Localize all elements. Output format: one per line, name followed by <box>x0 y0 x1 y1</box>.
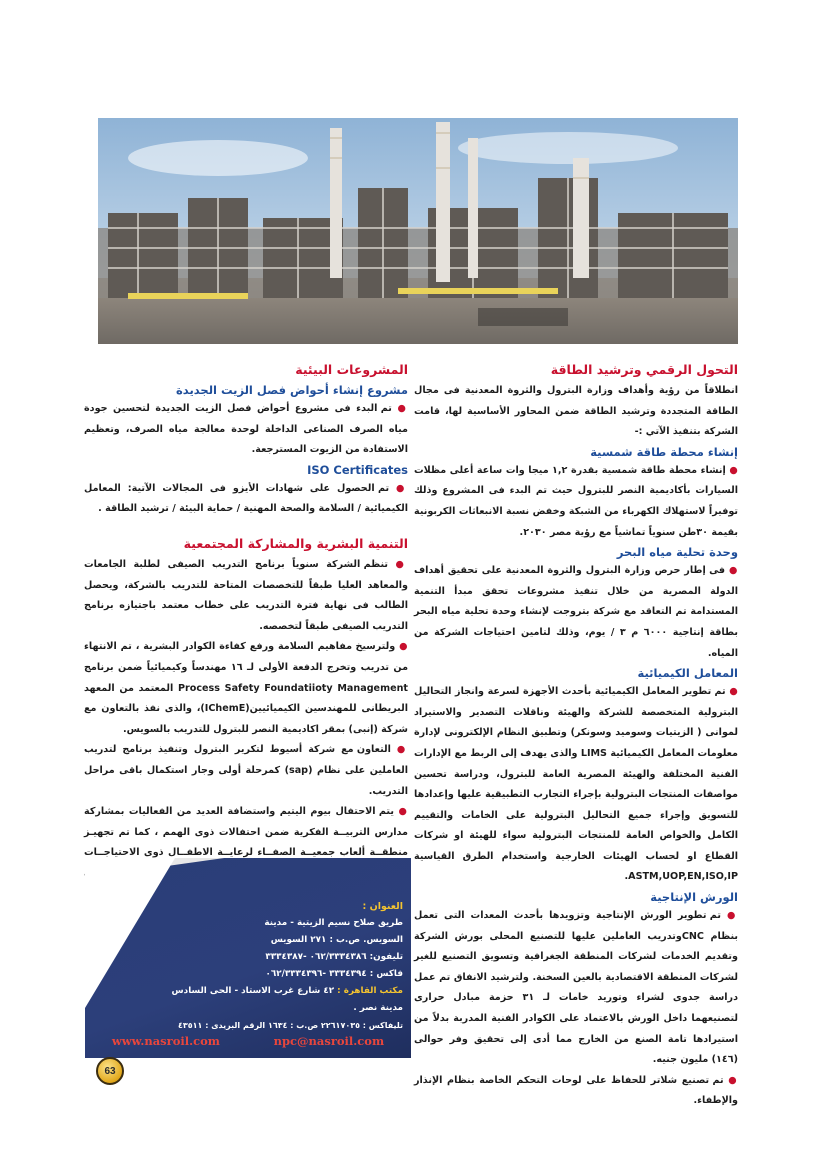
hr-text-1: تنظم الشركة سنوياً برنامج التدريب الصيفى لطلبة الجامعات والمعاهد العليا طبقاً للتخصصات المتاحة للتدريب بالشركة، ويحصل الطالب فى نهاية فترة التدريب على خطاب معتمد باجتيازه برنامج التدريب الصيفى طبقاً لتخصصه. <box>84 558 408 632</box>
hr-heading: التنمية البشرية والمشاركة المجتمعية <box>183 535 408 551</box>
solar-text: إنشاء محطة طاقة شمسية بقدرة ١,٢ ميجا وات ساعة أعلى مظلات السيارات بأكاديمية النصر للبترول حيث تم البدء فى المشروع وذلك توفيراً لاستهلاك الكهرباء من الشبكة وخفض نسبة الانبعاثات الكربونية بقيمة ٣٠طن سنوياً تماشياً مع رؤية مصر ٢٠٣٠. <box>414 464 738 538</box>
bullet-icon: ● <box>391 403 409 414</box>
hr-paragraph-2 <box>84 637 408 740</box>
refinery-photo <box>98 118 738 344</box>
web-links <box>85 1034 411 1048</box>
bullet-icon: ● <box>725 464 738 476</box>
subheading-solar: إنشاء محطة طاقة شمسية <box>590 444 738 459</box>
bullet-icon: ● <box>395 641 408 653</box>
email-link[interactable]: npc@nasroil.com <box>273 1034 385 1048</box>
address-line-2: السويس. ص.ب : ٢٧١ السويس <box>270 935 403 945</box>
left-column <box>84 360 408 905</box>
env-subheading: مشروع إنشاء أحواض فصل الزيت الجديدة <box>176 383 408 397</box>
workshops-text: تم تطوير الورش الإنتاجية وتزويدها بأحدث المعدات التى تعمل بنظام CNCوتدريب العاملين عليها للتصنيع المحلى بورش الشركة وتقديم الخدمات لشركات المنطقة الجغرافية وتسويق التصنيع للغير لشركات المنطقة الاقتصادية بالعين السخنة. ولترشيد الانفاق تم عمل دراسة جدوى لشراء وتوريد خامات لـ ٣١ حزمة مبادل حرارى لتصنيعهما داخل الورش بالاعتماد على الكوادر الفنية المدربة بدلاً من استيرادها تامة الصنع من الخارج مما أدى إلى تحقيق وفر حوالى (١٤٦) مليون جنيه. <box>414 910 738 1066</box>
iso-paragraph <box>84 479 408 520</box>
workshops-paragraph <box>414 906 738 1071</box>
contact-info <box>163 898 403 1034</box>
fax-line: فاكس : ٣٣٣٤٣٩٤ -٠٦٢/٣٣٣٤٣٩٦ <box>265 969 403 979</box>
address-label: العنوان : <box>362 901 403 912</box>
panels-text: تم تصنيع شلاتر للحفاظ على لوحات التحكم الخاصة بنظام الإنذار والإطفاء. <box>414 1074 738 1107</box>
right-column <box>414 360 738 1112</box>
bullet-icon: ● <box>393 806 408 818</box>
address-line-1: طريق صلاح نسيم الزيتية - مدينة <box>264 918 403 928</box>
bullet-icon: ● <box>389 482 408 494</box>
subheading-desalination: وحدة تحلية مياه البحر <box>616 545 738 560</box>
bullet-icon: ● <box>390 744 408 756</box>
subheading-labs: المعامل الكيميائية <box>637 666 738 681</box>
hr-text-4: يتم الاحتفال بيوم اليتيم واستضافة العديد من الفعاليات بمشاركة مدارس التربيــة الفكرية ضمن احتفالات ذوى الهمم ، كما تم تجهيـز منطقــة ألعاب جمعيــة الصفــاء لرعايــة الاطفــال ذوى الاحتياجــات <box>84 806 408 859</box>
cairo-office-line <box>163 983 403 1017</box>
desalination-paragraph <box>414 561 738 664</box>
hr-text-3: التعاون مع شركة أسيوط لتكرير البترول وتنفيذ برنامج لتدريب العاملين على نظام (sap) كمرحلة أولى وجار استكمال باقى مراحل التدريب. <box>84 744 409 797</box>
iso-text: تم الحصول على شهادات الأيزو فى المجالات الآتية: المعامل الكيميائية / السلامة والصحة المهنية / حماية البيئة / ترشيد الطاقة . <box>84 482 408 515</box>
page-number: 63 <box>104 1065 116 1077</box>
desalination-text: فى إطار حرص وزارة البترول والثروة المعدنية على تحقيق أهداف الدولة المصرية من خلال تنفيذ مشروعات تحقق مبدأ التنمية المستدامة تم التعاقد مع شركة بتروجت لإنشاء وحدة تحلية مياه البحر بطاقة إنتاجية ٦٠٠٠ م ٣ / يوم، وذلك لتامين احتياجات الشركة من المياه. <box>414 565 738 659</box>
intro-paragraph: انطلاقاً من رؤية وأهداف وزارة البترول والثروة المعدنية فى مجال الطاقة المتجددة وترشيد الطاقة ضمن المحاور الأساسية لها، قامت الشركة بتنفيذ الآتي :- <box>414 385 738 438</box>
hr-paragraph-1 <box>84 555 408 637</box>
section-heading: التحول الرقمي وترشيد الطاقة <box>550 362 738 377</box>
panels-paragraph <box>414 1071 738 1112</box>
bullet-icon: ● <box>387 558 408 570</box>
cairo-office-label: مكتب القاهرة : <box>337 986 403 996</box>
solar-paragraph <box>414 461 738 543</box>
subheading-workshops: الورش الإنتاجية <box>650 890 738 905</box>
env-paragraph <box>84 399 408 461</box>
env-heading: المشروعات البيئية <box>295 362 408 377</box>
env-text: تم البدء فى مشروع أحواض فصل الزيت الجديدة لتحسين جودة مياه الصرف الصناعى الداخلة لوحدة معالجة مياه الصرف، وتعظيم الاستفادة من الزيوت المسترجعة. <box>84 403 408 456</box>
page-number-badge <box>96 1057 124 1085</box>
hr-text-2: ولترسيخ مفاهيم السلامة ورفع كفاءة الكوادر البشرية ، تم الانتهاء من تدريب وتخرج الدفعة الأولى لـ ١٦ مهندساً وكيميائياً ضمن برنامج Process Safety Foundatiioty Management المعتمد من المعهد البريطانى للمهندسين الكيميائيين(IChemE)، والذى نفذ بالتعاون مع شركة (إنبى) بمقر اكاديمية النصر للبترول للتدريب بالسويس. <box>84 641 409 735</box>
contact-box <box>85 858 411 1058</box>
labs-paragraph <box>414 682 738 888</box>
cairo-contacts-line: تليفاكس : ٢٢٦١٧٠٣٥ ص.ب : ١٦٣٤ الرقم البريدى : ٤٣٥١١ <box>178 1021 403 1030</box>
labs-text: تم تطوير المعامل الكيميائية بأحدث الأجهزة لسرعة وانجاز التحاليل البترولية المتخصصة للشركة والهيئة وناقلات التصدير والاستيراد لموانى ( الزيتيات وسوميد وسونكر) وتطبيق النظام الإلكترونى لإدارة معلومات المعامل الكيميائية LIMS والذى يهدف إلى الربط مع الإدارات الفنية المختلفة والهيئة المصرية العامة للبترول، ودراسة تحسين مواصفات المنتجات البترولية بإجراء التجارب التطبيقية عليها وإعدادها للتسويق وإجراء جميع التحاليل البترولية على الخامات والتقييم الكامل والخواص العامة للمنتجات البترولية سواء للهيئة او شركات القطاع او لحساب الهيئات الخارجية واستخدام الطرق القياسية ASTM,UOP,EN,ISO,IP. <box>414 686 738 883</box>
bullet-icon: ● <box>720 910 738 922</box>
iso-subheading: ISO Certificates <box>307 462 408 477</box>
cairo-office-address: ٤٢ شارع غرب الاستاد - الحى السادس مدينة نصر . <box>171 986 403 1013</box>
bullet-icon: ● <box>723 1074 738 1086</box>
website-link[interactable]: www.nasroil.com <box>111 1034 220 1048</box>
bullet-icon: ● <box>725 565 738 577</box>
hr-paragraph-3 <box>84 740 408 802</box>
bullet-icon: ● <box>725 686 738 698</box>
phone-line: تليفون: ٠٦٢/٣٣٣٤٣٨٦ -٣٣٣٤٣٨٧ <box>265 952 403 962</box>
